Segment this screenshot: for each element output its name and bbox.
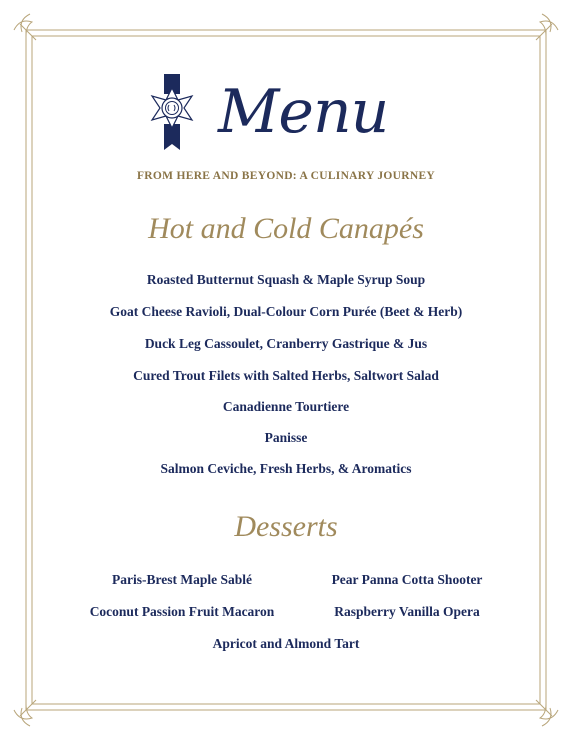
- menu-subtitle: FROM HERE AND BEYOND: A CULINARY JOURNEY: [136, 170, 436, 182]
- dessert-item: Paris-Brest Maple Sablé: [112, 572, 252, 587]
- canape-item: Salmon Ceviche, Fresh Herbs, & Aromatics: [160, 461, 412, 476]
- dessert-item: Coconut Passion Fruit Macaron: [89, 604, 275, 619]
- dessert-item: Pear Panna Cotta Shooter: [331, 572, 483, 587]
- corner-ornament-bottom-right: [536, 700, 558, 726]
- canape-item: Roasted Butternut Squash & Maple Syrup Soup: [146, 272, 426, 287]
- corner-ornament-top-right: [536, 14, 558, 40]
- page-title: Menu: [218, 77, 389, 147]
- canape-item: Duck Leg Cassoulet, Cranberry Gastrique & Jus: [144, 336, 428, 351]
- canapes-heading: Hot and Cold Canapés: [148, 212, 424, 245]
- canape-item: Canadienne Tourtiere: [222, 399, 350, 414]
- desserts-heading: Desserts: [234, 510, 338, 543]
- crest-logo-icon: [142, 72, 202, 152]
- dessert-item: Raspberry Vanilla Opera: [334, 604, 480, 619]
- canape-item: Goat Cheese Ravioli, Dual-Colour Corn Purée (Beet & Herb): [109, 304, 463, 319]
- canape-item: Cured Trout Filets with Salted Herbs, Saltwort Salad: [133, 368, 439, 383]
- corner-ornament-bottom-left: [14, 700, 36, 726]
- dessert-item: Apricot and Almond Tart: [212, 636, 360, 651]
- corner-ornament-top-left: [14, 14, 36, 40]
- canape-item: Panisse: [264, 430, 308, 445]
